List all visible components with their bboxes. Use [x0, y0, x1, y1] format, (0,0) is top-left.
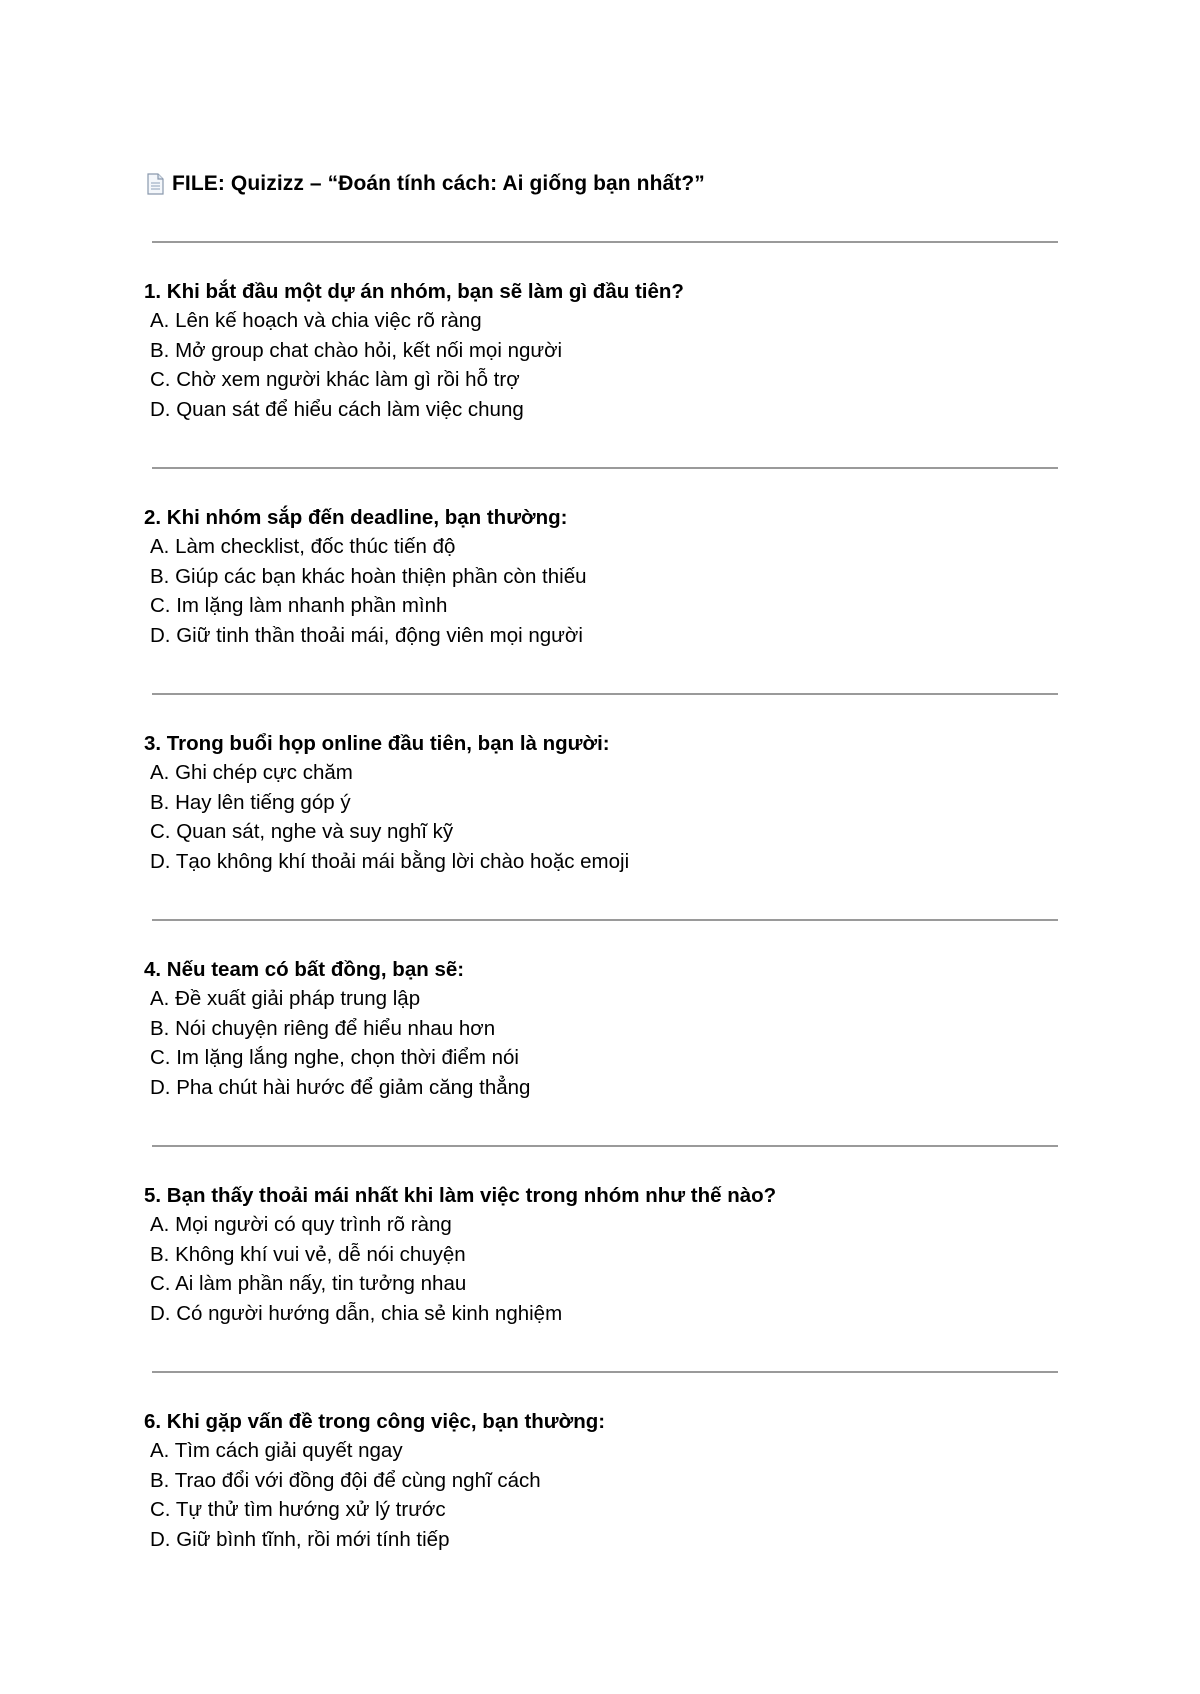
question-1 — [144, 277, 1104, 424]
section-divider — [152, 1145, 1058, 1147]
section-divider — [152, 1371, 1058, 1373]
option-b: B. Giúp các bạn khác hoàn thiện phần còn thiếu — [150, 564, 587, 588]
option-b: B. Hay lên tiếng góp ý — [150, 790, 351, 814]
question-title: 6. Khi gặp vấn đề trong công việc, bạn thường: — [144, 1410, 606, 1433]
option-d: D. Tạo không khí thoải mái bằng lời chào hoặc emoji — [150, 849, 630, 873]
option-a: A. Tìm cách giải quyết ngay — [150, 1439, 403, 1462]
option-c: C. Ai làm phần nấy, tin tưởng nhau — [150, 1272, 467, 1295]
question-title: 5. Bạn thấy thoải mái nhất khi làm việc trong nhóm như thế nào? — [144, 1184, 777, 1207]
document-title: FILE: Quizizz – “Đoán tính cách: Ai giống bạn nhất?” — [172, 172, 705, 195]
option-d: D. Giữ bình tĩnh, rồi mới tính tiếp — [150, 1527, 450, 1551]
section-divider — [152, 241, 1058, 243]
question-6 — [144, 1407, 1104, 1554]
question-title: 2. Khi nhóm sắp đến deadline, bạn thường: — [144, 506, 568, 529]
question-5 — [144, 1181, 1104, 1328]
question-2 — [144, 503, 1104, 650]
option-c: C. Im lặng lắng nghe, chọn thời điểm nói — [150, 1046, 519, 1069]
option-b: B. Trao đổi với đồng đội để cùng nghĩ cách — [150, 1468, 541, 1492]
option-b: B. Mở group chat chào hỏi, kết nối mọi người — [150, 338, 563, 362]
question-title: 1. Khi bắt đầu một dự án nhóm, bạn sẽ làm gì đầu tiên? — [144, 280, 684, 303]
option-a: A. Làm checklist, đốc thúc tiến độ — [150, 535, 456, 558]
option-c: C. Quan sát, nghe và suy nghĩ kỹ — [150, 820, 454, 843]
document-icon — [147, 173, 164, 195]
option-a: A. Đề xuất giải pháp trung lập — [150, 987, 421, 1010]
option-b: B. Không khí vui vẻ, dễ nói chuyện — [150, 1242, 466, 1266]
question-title: 3. Trong buổi họp online đầu tiên, bạn là người: — [144, 732, 610, 755]
option-a: A. Lên kế hoạch và chia việc rõ ràng — [150, 309, 482, 332]
option-d: D. Quan sát để hiểu cách làm việc chung — [150, 397, 524, 421]
document-title-row — [147, 170, 705, 198]
question-title: 4. Nếu team có bất đồng, bạn sẽ: — [144, 958, 465, 981]
option-c: C. Im lặng làm nhanh phần mình — [150, 594, 448, 617]
option-a: A. Ghi chép cực chăm — [150, 761, 353, 784]
section-divider — [152, 467, 1058, 469]
option-d: D. Pha chút hài hước để giảm căng thẳng — [150, 1075, 531, 1099]
option-d: D. Giữ tinh thần thoải mái, động viên mọi người — [150, 623, 583, 647]
option-c: C. Tự thử tìm hướng xử lý trước — [150, 1498, 446, 1521]
section-divider — [152, 693, 1058, 695]
option-c: C. Chờ xem người khác làm gì rồi hỗ trợ — [150, 368, 520, 391]
option-b: B. Nói chuyện riêng để hiểu nhau hơn — [150, 1016, 496, 1040]
section-divider — [152, 919, 1058, 921]
question-3 — [144, 729, 1104, 876]
option-a: A. Mọi người có quy trình rõ ràng — [150, 1213, 452, 1236]
question-4 — [144, 955, 1104, 1102]
option-d: D. Có người hướng dẫn, chia sẻ kinh nghiệm — [150, 1301, 563, 1325]
